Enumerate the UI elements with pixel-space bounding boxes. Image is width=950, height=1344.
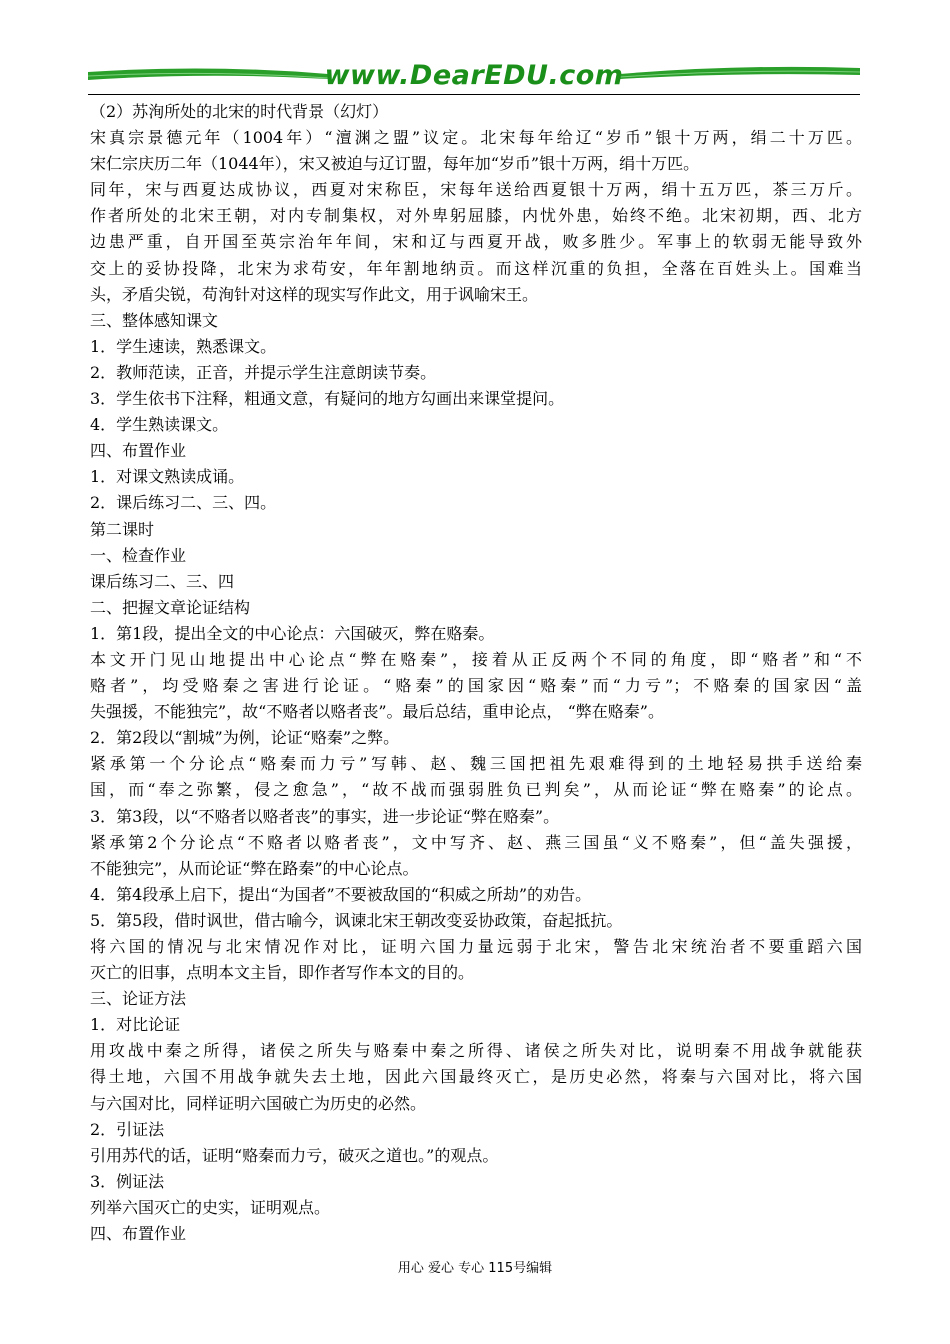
text-line: 5．第5段，借时讽世，借古喻今，讽谏北宋王朝改变妥协政策，奋起抵抗。 xyxy=(90,910,623,930)
text-line: 列举六国灭亡的史实，证明观点。 xyxy=(90,1197,331,1217)
text-line: 2．课后练习二、三、四。 xyxy=(90,493,277,513)
text-line: 一、检查作业 xyxy=(90,545,187,565)
site-header-banner xyxy=(88,58,860,98)
page-footer: 用心 爱心 专心 115号编辑 xyxy=(397,1261,553,1276)
text-line: 三、整体感知课文 xyxy=(90,310,219,330)
text-line: 用攻战中秦之所得，诸侯之所失与赂秦中秦之所得、诸侯之所失对比，说明秦不用战争就能获 xyxy=(90,1041,862,1061)
text-line: 四、布置作业 xyxy=(90,1224,187,1244)
text-line: 第二课时 xyxy=(90,519,155,539)
text-line: 紧承第一个分论点“赂秦而力亏”写韩、赵、魏三国把祖先艰难得到的土地轻易拱手送给秦 xyxy=(90,754,862,774)
text-line: 课后练习二、三、四 xyxy=(90,571,235,591)
text-line: 3．第3段，以“不赂者以赂者丧”的事实，进一步论证“弊在赂秦”。 xyxy=(90,806,560,826)
document-body xyxy=(90,99,862,1247)
text-line: 4．学生熟读课文。 xyxy=(90,415,229,435)
text-line: 4．第4段承上启下，提出“为国者”不要被敌国的“积威之所劫”的劝告。 xyxy=(90,884,592,904)
text-line: 四、布置作业 xyxy=(90,441,187,461)
text-line: 与六国对比，同样证明六国破亡为历史的必然。 xyxy=(90,1093,427,1113)
site-logo-text: www.DearEDU.com xyxy=(324,60,624,91)
text-line: 本文开门见山地提出中心论点“弊在赂秦”，接着从正反两个不同的角度，即“赂者”和“不 xyxy=(90,649,862,669)
text-line: 得土地，六国不用战争就失去土地，因此六国最终灭亡，是历史必然，将秦与六国对比，将六国 xyxy=(90,1067,862,1087)
text-line: 边患严重，自开国至英宗治年年间，宋和辽与西夏开战，败多胜少。军事上的软弱无能导致外 xyxy=(90,232,862,252)
text-line: 二、把握文章论证结构 xyxy=(90,597,251,617)
text-line: 2．第2段以“割城”为例，论证“赂秦”之弊。 xyxy=(90,728,400,748)
text-line: 引用苏代的话，证明“赂秦而力亏，破灭之道也。”的观点。 xyxy=(90,1145,499,1165)
text-line: 2．教师范读，正音，并提示学生注意朗读节奏。 xyxy=(90,362,437,382)
text-line: 1．学生速读，熟悉课文。 xyxy=(90,336,277,356)
text-line: 宋仁宗庆历二年（1044年），宋又被迫与辽订盟，每年加“岁币”银十万两，绢十万匹。 xyxy=(90,154,700,174)
text-line: 紧承第2个分论点“不赂者以赂者丧”，文中写齐、赵、燕三国虽“义不赂秦”，但“盖失强援， xyxy=(90,832,862,852)
text-line: 1．第1段，提出全文的中心论点：六国破灭，弊在赂秦。 xyxy=(90,623,495,643)
text-line: 1．对课文熟读成诵。 xyxy=(90,467,245,487)
text-line: 将六国的情况与北宋情况作对比，证明六国力量远弱于北宋，警告北宋统治者不要重蹈六国 xyxy=(90,937,862,956)
text-line: 1．对比论证 xyxy=(90,1015,181,1035)
text-line: 赂者”，均受赂秦之害进行论证。“赂秦”的国家因“赂秦”而“力亏”；不赂秦的国家因“盖 xyxy=(90,676,862,696)
text-line: 灭亡的旧事，点明本文主旨，即作者写作本文的目的。 xyxy=(90,963,475,983)
text-line: （2）苏洵所处的北宋的时代背景（幻灯） xyxy=(90,102,389,121)
text-line: 作者所处的北宋王朝，对内专制集权，对外卑躬屈膝，内忧外患，始终不绝。北宋初期，西、北方 xyxy=(90,206,862,226)
text-line: 头，矛盾尖锐，苟洵针对这样的现实写作此文，用于讽喻宋王。 xyxy=(90,284,539,304)
text-line: 三、论证方法 xyxy=(90,989,187,1009)
text-line: 交上的妥协投降，北宋为求苟安，年年割地纳贡。而这样沉重的负担，全落在百姓头上。国难当 xyxy=(90,258,862,278)
text-line: 失强援，不能独完”，故“不赂者以赂者丧”。最后总结，重申论点， “弊在赂秦”。 xyxy=(90,702,664,722)
text-line: 3．例证法 xyxy=(90,1171,165,1191)
text-line: 宋真宗景德元年（1004年）“澶渊之盟”议定。北宋每年给辽“岁币”银十万两，绢二十万匹。 xyxy=(90,128,862,148)
header-divider xyxy=(88,94,860,95)
text-line: 2．引证法 xyxy=(90,1119,165,1139)
text-line: 不能独完”，从而论证“弊在路秦”的中心论点。 xyxy=(90,858,419,878)
text-line: 国，而“奉之弥繁，侵之愈急”，“故不战而强弱胜负已判矣”，从而论证“弊在赂秦”的论点。 xyxy=(90,780,862,800)
text-line: 同年，宋与西夏达成协议，西夏对宋称臣，宋每年送给西夏银十万两，绢十五万匹，茶三万斤。 xyxy=(90,180,862,200)
text-line: 3．学生依书下注释，粗通文意，有疑问的地方勾画出来课堂提问。 xyxy=(90,389,565,409)
